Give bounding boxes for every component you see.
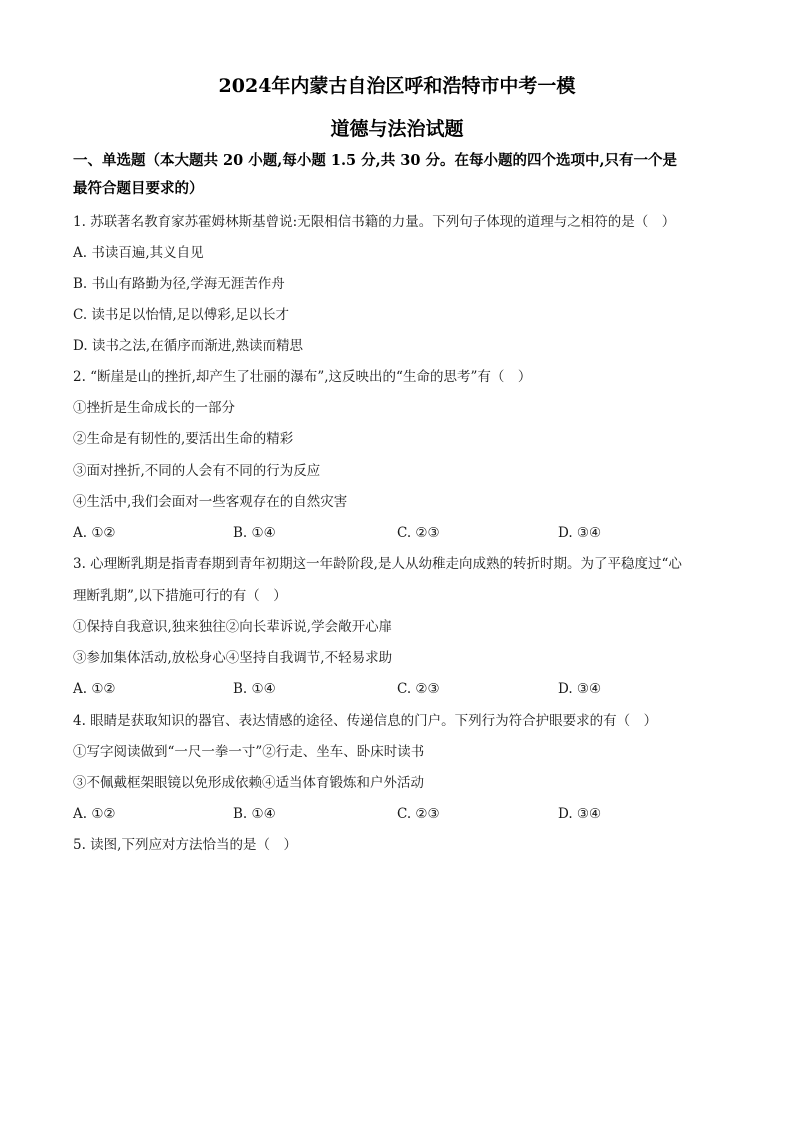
question-5-stem: 5. 读图,下列应对方法恰当的是（ ） [73, 837, 297, 853]
question-2-option-a: A. ①② [73, 525, 116, 541]
question-1-option-c: C. 读书足以怡情,足以傅彩,足以长才 [73, 307, 290, 323]
exam-title: 2024年内蒙古自治区呼和浩特市中考一模 [218, 75, 576, 97]
question-2-options [73, 523, 723, 543]
question-3-options [73, 679, 723, 699]
question-2-option-c: C. ②③ [397, 525, 440, 541]
question-2-statement-2: ②生命是有韧性的,要活出生命的精彩 [73, 431, 294, 447]
question-3-stem-line-1: 3. 心理断乳期是指青春期到青年初期这一年龄阶段,是人从幼稚走向成熟的转折时期。为了平稳度过“心 [73, 556, 682, 572]
question-3-option-c: C. ②③ [397, 681, 440, 697]
question-3-option-d: D. ③④ [558, 681, 602, 697]
question-4-stem: 4. 眼睛是获取知识的器官、表达情感的途径、传递信息的门户。下列行为符合护眼要求的有（ ） [73, 713, 658, 729]
question-1-option-a: A. 书读百遍,其义自见 [73, 245, 204, 261]
section-heading-line-2: 最符合题目要求的） [73, 180, 204, 197]
question-3-statements-3-4: ③参加集体活动,放松身心④坚持自我调节,不轻易求助 [73, 650, 393, 666]
question-2-statement-3: ③面对挫折,不同的人会有不同的行为反应 [73, 463, 321, 479]
question-4-option-b: B. ①④ [233, 806, 276, 822]
question-4-statements-1-2: ①写字阅读做到“一尺一拳一寸”②行走、坐车、卧床时读书 [73, 744, 425, 760]
question-1-option-b: B. 书山有路勤为径,学海无涯苦作舟 [73, 276, 285, 292]
question-4-options [73, 804, 723, 824]
question-2-statement-4: ④生活中,我们会面对一些客观存在的自然灾害 [73, 494, 348, 510]
question-4-option-d: D. ③④ [558, 806, 602, 822]
section-heading [73, 147, 733, 203]
question-4-option-a: A. ①② [73, 806, 116, 822]
section-heading-line-1: 一、单选题（本大题共 20 小题,每小题 1.5 分,共 30 分。在每小题的四个选项中,只有一个是 [73, 152, 678, 169]
question-2-option-b: B. ①④ [233, 525, 276, 541]
question-4-option-c: C. ②③ [397, 806, 440, 822]
question-3-stem-line-2: 理断乳期”,以下措施可行的有（ ） [73, 588, 287, 604]
question-4-statements-3-4: ③不佩戴框架眼镜以免形成依赖④适当体育锻炼和户外活动 [73, 775, 424, 791]
question-1-option-d: D. 读书之法,在循序而渐进,熟读而精思 [73, 338, 304, 354]
question-1-stem: 1. 苏联著名教育家苏霍姆林斯基曾说:无限相信书籍的力量。下列句子体现的道理与之相符的是（ ） [73, 214, 676, 230]
exam-subtitle: 道德与法治试题 [330, 118, 464, 140]
question-2-statement-1: ①挫折是生命成长的一部分 [73, 400, 235, 416]
question-2-stem: 2. “断崖是山的挫折,却产生了壮丽的瀑布”,这反映出的“生命的思考”有（ ） [73, 369, 532, 385]
question-3-option-a: A. ①② [73, 681, 116, 697]
question-3-statements-1-2: ①保持自我意识,独来独往②向长辈诉说,学会敞开心扉 [73, 619, 393, 635]
question-2-option-d: D. ③④ [558, 525, 602, 541]
question-3-option-b: B. ①④ [233, 681, 276, 697]
